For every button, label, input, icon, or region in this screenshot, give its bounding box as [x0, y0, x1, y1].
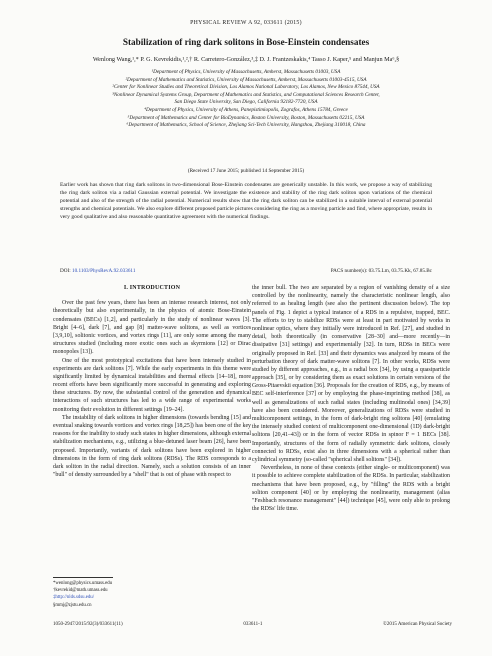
affiliation-line: ⁵Department of Mathematics and Center for BioDynamics, Boston University, Boston, Massachusetts 02215, USA: [127, 114, 365, 121]
footnote-email: †kevrekid@math.umass.edu: [53, 588, 108, 594]
paragraph: The instability of dark solitons in higher dimensions (towards bending [15] and eventual snaking towards vortices and vortex rings [18,25]) has been one of the key reasons for the inability to study such states in higher dimensions, although external stabilization mechanisms, e.g., utilizing a blue-detuned laser beam [26], have been proposed. Importantly, variants of dark solitons have been explored in higher dimensions in the form of ring dark solitons (RDSs). The RDS corresponds to a dark soliton in the radial direction. Namely, such a solution consists of an inner "bull" of density surrounded by a "shell" that is out of phase with respect to: [53, 414, 251, 479]
doi-label: DOI:: [60, 268, 71, 274]
affiliation-line: ⁶Department of Mathematics, School of Science, Zhejiang Sci-Tech University, Hangzhou, Zhejiang 310018, China: [126, 122, 366, 129]
author-list: Wenlong Wang,¹,* P. G. Kevrekidis,¹,²,† R. Carretero-González,³,‡ D. J. Frantzeskakis,⁴ Tasso J. Kaper,⁵ and Manjun Ma⁶,§: [92, 56, 400, 63]
affiliation-line: San Diego State University, San Diego, California 92182-7720, USA: [174, 99, 318, 106]
journal-header: PHYSICAL REVIEW A 92, 033611 (2015): [190, 20, 302, 26]
section-heading: I. INTRODUCTION: [123, 285, 181, 291]
footnote-url-link[interactable]: ‡http://nlds.sdsu.edu/: [53, 595, 95, 601]
left-column: [53, 284, 251, 479]
footnote-rule: [53, 577, 113, 578]
right-column: [252, 284, 450, 513]
paragraph: Over the past few years, there has been an intense research interest, not only theoretically but also experimentally, in the physics of atomic Bose-Einstein condensates (BECs) [1,2], and particularly in the study of nonlinear waves [3]. Bright [4–6], dark [7], and gap [8] matter-wave solitons, as well as vortices [3,9,10], solitonic vortices, and vortex rings [11], are only some among the many structures studied (including more exotic ones such as skyrmions [12] or Dirac monopoles [13]).: [53, 300, 251, 356]
footnotes: [53, 577, 251, 609]
affiliations: [30, 69, 462, 130]
affiliation-line: ²Department of Mathematics and Statistics, University of Massachusetts, Amherst, Massachusetts 01003-4515, USA: [125, 76, 367, 83]
abstract: Earlier work has shown that ring dark solitons in two-dimensional Bose-Einstein condensates are generically unstable. In this work, we propose a way of stabilizing the ring dark soliton via a radial Gaussian external potential. We investigate the existence and stability of the ring dark soliton upon variations of the chemical potential and also of the strength of the radial potential. Numerical results show that the ring dark soliton can be stabilized in a suitable interval of external potential strengths and chemical potentials. We also explore different proposed particle pictures considering the ring as a moving particle and find, where appropriate, results in very good qualitative and also reasonable quantitative agreement with the numerical findings.: [60, 182, 432, 221]
paragraph: the inner bull. The two are separated by a region of vanishing density of a size controlled by the nonlinearity, namely the characteristic nonlinear length, also referred to as healing length (see also the pertinent discussion below). The top panels of Fig. 1 depict a typical instance of a RDS in a repulsive, trapped, BEC. The efforts to try to stabilize RDSs were at least in part motivated by works in nonlinear optics, where they initially were introduced in Ref. [27], and studied in detail, both theoretically (in conservative [28–30] and—more recently—in dissipative [31] settings) and experimentally [32]. In turn, RDSs in BECs were originally proposed in Ref. [33] and their dynamics was analyzed by means of the perturbation theory of dark matter-wave solitons [7]. In other works, RDSs were studied by different approaches, e.g., in a radial box [34], by using a quasiparticle approach [35], or by considering them as exact solutions in certain versions of the Gross-Pitaevskii equation [36]. Proposals for the creation of RDS, e.g., by means of BEC self-interference [37] or by employing the phase-imprinting method [38], as well as generalizations of such radial states (including multinodal ones) [34,39] have also been considered. Moreover, generalizations of RDSs were studied in multicomponent settings, in the form of dark-bright ring solitons [40] (emulating the intensely studied context of multicomponent one-dimensional (1D) dark-bright solitons [20,41–43]) or in the form of vector RDSs in spinor F = 1 BECs [38]. Importantly, structures of the form of radially symmetric dark solitons, closely connected to RDSs, exist also in three dimensions with a spherical rather than cylindrical symmetry (so-called "spherical shell solitons" [34]).: [252, 285, 450, 463]
paragraph: One of the most prototypical excitations that have been intensely studied in experiments are dark solitons [7]. While the early experiments in this theme were significantly limited by dynamical instabilities and thermal effects [14–18], more recent efforts have been significantly more successful in generating and exploring these structures. By now, the substantial control of the generation and dynamical interactions of such structures has led to a wide range of experimental works monitoring their evolution in different settings [19–24].: [53, 357, 251, 413]
doi: [60, 268, 135, 274]
affiliation-line: ³Nonlinear Dynamical Systems Group, Department of Mathematics and Statistics, and Computational Sciences Research Center,: [112, 91, 380, 98]
paragraph: Nevertheless, in none of these contexts (either single- or multicomponent) was it possible to achieve complete stabilization of the RDSs. In particular, stabilization mechanisms that have been proposed, e.g., by "filling" the RDS with a bright soliton component [40] or by employing the nonlinearity, management (alias "Feshbach resonance management" [44]) technique [45], were only able to prolong the RDSs' life time.: [252, 465, 450, 513]
footer-issn: 1050-2947/2015/92(3)/033611(11): [53, 622, 123, 627]
received-date: (Received 17 June 2015; published 14 September 2015): [187, 168, 305, 174]
footnote-email: §mmj@zjstu.edu.cn: [53, 602, 92, 608]
affiliation-line: ²Center for Nonlinear Studies and Theoretical Division, Los Alamos National Laboratory, Los Alamos, New Mexico 87544, USA: [112, 84, 380, 91]
doi-pacs-line: [60, 268, 432, 274]
page-footer: [53, 622, 452, 627]
affiliation-line: ¹Department of Physics, University of Massachusetts, Amherst, Massachusetts 01003, USA: [151, 69, 341, 75]
pacs-numbers: PACS number(s): 03.75.Lm, 03.75.Kk, 67.85.Bc: [330, 268, 432, 274]
footnote-email: *wenlong@physics.umass.edu: [53, 581, 113, 586]
paper-title: Stabilization of ring dark solitons in Bose-Einstein condensates: [122, 37, 370, 47]
doi-link[interactable]: 10.1103/PhysRevA.92.033611: [71, 268, 136, 274]
footer-copyright: ©2015 American Physical Society: [383, 622, 452, 627]
affiliation-line: ⁴Department of Physics, University of Athens, Panepistimiopolis, Zografos, Athens 15784, Greece: [144, 106, 348, 113]
footer-page-number: 033611-1: [243, 622, 263, 627]
